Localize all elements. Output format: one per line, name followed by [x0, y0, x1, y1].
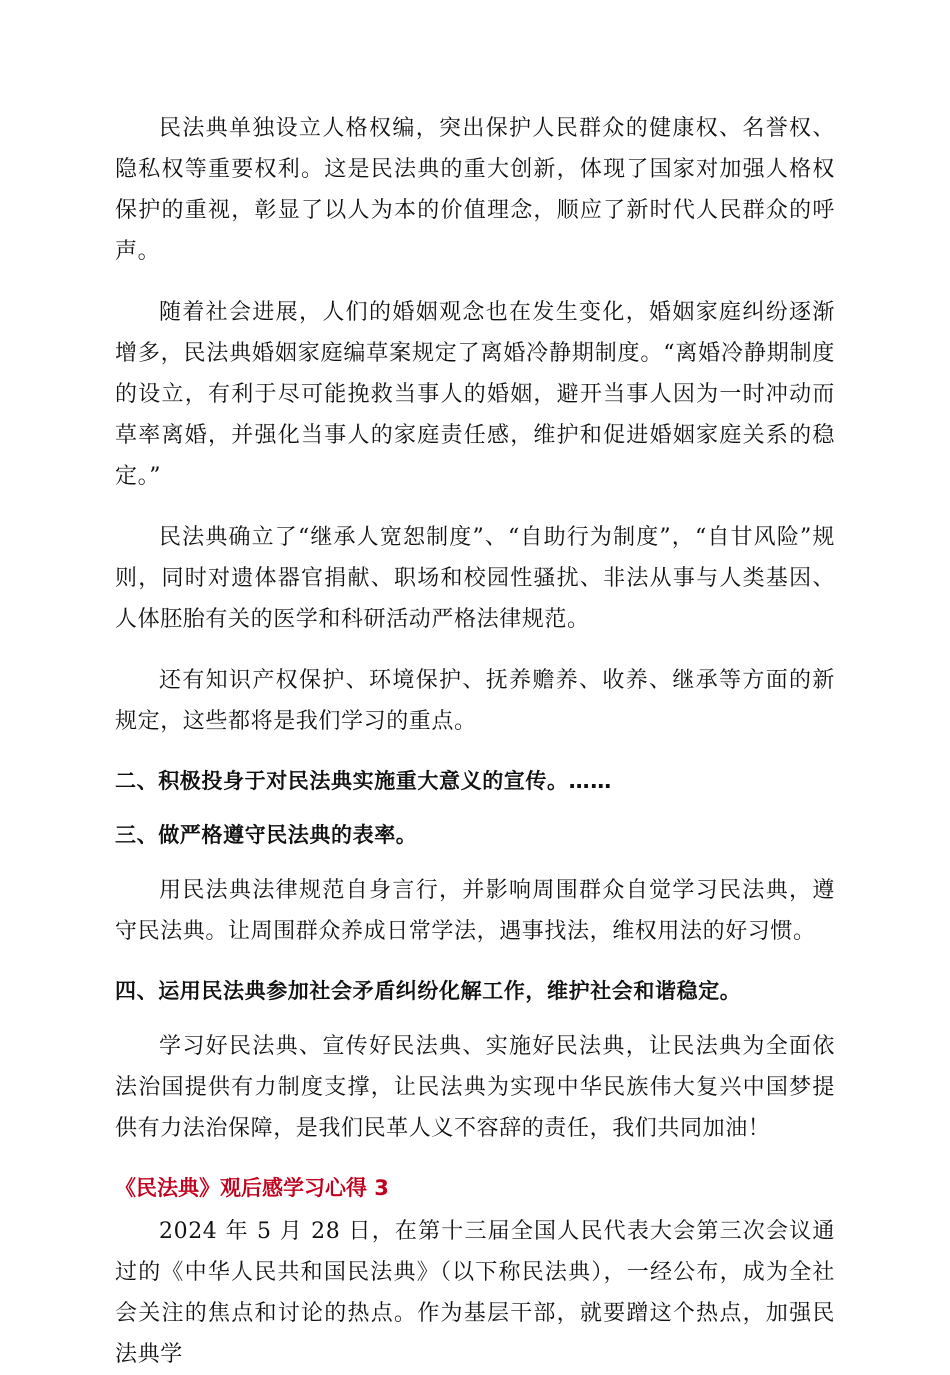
paragraph-divorce-cooling-period: 随着社会进展，人们的婚姻观念也在发生变化，婚姻家庭纠纷逐渐增多，民法典婚姻家庭编草案规定了离婚冷静期制度。“离婚冷静期制度的设立，有利于尽可能挽救当事人的婚姻，避开当事人因为一时冲动而草率离婚，并强化当事人的家庭责任感，维护和促进婚姻家庭关系的稳定。” [115, 300, 835, 489]
heading-promotion: 二、积极投身于对民法典实施重大意义的宣传。…… [115, 769, 612, 793]
paragraph-conclusion: 学习好民法典、宣传好民法典、实施好民法典，让民法典为全面依法治国提供有力制度支撑，让民法典为实现中华民族伟大复兴中国梦提供有力法治保障，是我们民革人义不容辞的责任，我们共同加油！ [115, 1034, 835, 1141]
paragraph-exemplar: 用民法典法律规范自身言行，并影响周围群众自觉学习民法典，遵守民法典。让周围群众养成日常学法，遇事找法，维权用法的好习惯。 [115, 878, 835, 944]
section-title: 《民法典》观后感学习心得 3 [115, 1176, 389, 1200]
paragraph-personality-rights: 民法典单独设立人格权编，突出保护人民群众的健康权、名誉权、隐私权等重要权利。这是民法典的重大创新，体现了国家对加强人格权保护的重视，彰显了以人为本的价值理念，顺应了新时代人民群众的呼声。 [115, 116, 835, 264]
paragraph-study-focus: 还有知识产权保护、环境保护、抚养赡养、收养、继承等方面的新规定，这些都将是我们学习的重点。 [115, 668, 835, 734]
section-paragraph: 2024 年 5 月 28 日，在第十三届全国人民代表大会第三次会议通过的《中华人民共和国民法典》（以下称民法典），一经公布，成为全社会关注的焦点和讨论的热点。作为基层干部，就要蹭这个热点，加强民法典学 [115, 1219, 835, 1367]
heading-exemplar: 三、做严格遵守民法典的表率。 [115, 823, 418, 847]
heading-dispute-resolution: 四、运用民法典参加社会矛盾纠纷化解工作，维护社会和谐稳定。 [115, 979, 742, 1003]
document-body [115, 108, 835, 1375]
paragraph-new-institutions: 民法典确立了“继承人宽恕制度”、“自助行为制度”，“自甘风险”规则，同时对遗体器官捐献、职场和校园性骚扰、非法从事与人类基因、人体胚胎有关的医学和科研活动严格法律规范。 [115, 525, 835, 632]
